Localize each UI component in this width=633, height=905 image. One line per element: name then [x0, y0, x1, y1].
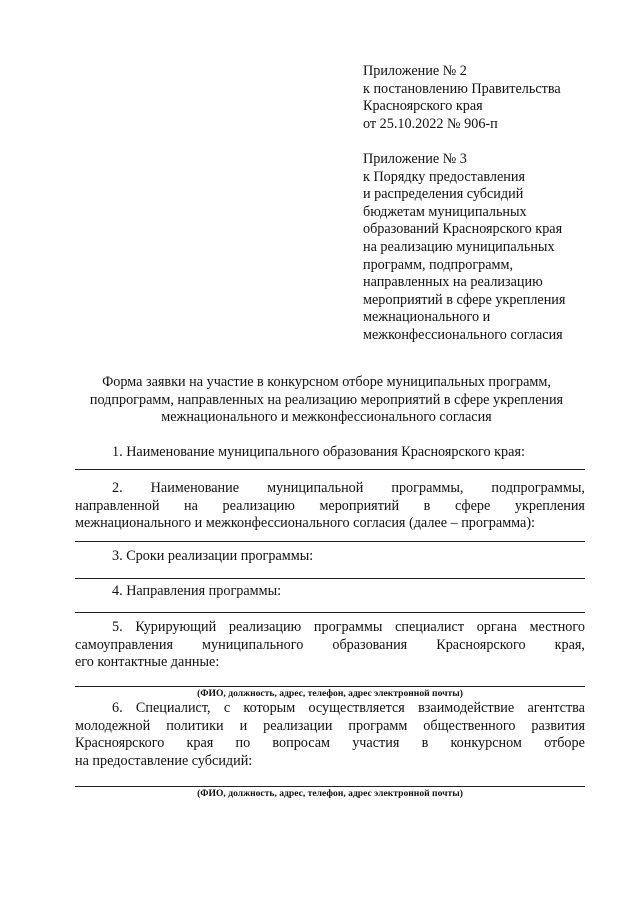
word: программы — [313, 619, 383, 635]
word: вопросам — [272, 735, 330, 752]
item-5-fill-line[interactable] — [75, 686, 585, 687]
form-title-line: межнационального и межконфессионального согласия — [161, 409, 492, 426]
word: молодежной — [75, 717, 151, 734]
item-2-fill-line[interactable] — [75, 541, 585, 542]
word: Курирующий — [135, 619, 217, 635]
word: Специалист, — [135, 700, 211, 716]
item-2-line-2 — [75, 498, 585, 516]
annex-line: межконфессионального согласия — [363, 326, 563, 343]
item-2-line-3: межнационального и межконфессионального согласия (далее – программа): — [75, 515, 536, 532]
annex-line: бюджетам муниципальных — [363, 203, 527, 220]
item-1-label — [75, 444, 585, 462]
annex-line: Приложение № 3 — [363, 151, 467, 167]
word: с — [223, 700, 231, 716]
annex-line: программ, подпрограмм, — [363, 256, 514, 273]
annex-header-2 — [363, 151, 565, 345]
word: подпрограммы, — [491, 480, 585, 496]
form-title-line: Форма заявки на участие в конкурсном отборе муниципальных программ, — [102, 374, 551, 390]
word: мероприятий — [319, 497, 400, 514]
word: взаимодействие — [418, 700, 515, 716]
form-title-line: подпрограмм, направленных на реализацию мероприятий в сфере укрепления — [89, 391, 564, 408]
word: политики — [166, 717, 224, 734]
item-5-line-1 — [75, 619, 585, 637]
item-2-line-1 — [75, 480, 585, 498]
word: специалист — [395, 619, 465, 635]
item-6-label — [75, 700, 585, 770]
annex-line: Красноярского края — [363, 98, 483, 115]
word: конкурсном — [450, 735, 522, 752]
item-4-label — [75, 583, 585, 601]
word: реализации — [263, 717, 333, 734]
word: 6. — [112, 700, 123, 716]
word: программы, — [391, 480, 464, 496]
item-4-fill-line[interactable] — [75, 612, 585, 613]
item-6-line-4: на предоставление субсидий: — [75, 752, 253, 769]
word: по — [235, 735, 251, 752]
word: 5. — [112, 619, 123, 635]
annex-line: мероприятий в сфере укрепления — [363, 291, 566, 308]
word: общественного — [423, 717, 516, 734]
item-4-text: 4. Направления программы: — [112, 583, 282, 599]
word: самоуправления — [75, 636, 173, 653]
annex-header-1 — [363, 63, 561, 133]
word: реализацию — [222, 497, 295, 514]
item-5-caption: (ФИО, должность, адрес, телефон, адрес электронной почты) — [197, 688, 463, 699]
word: местного — [529, 619, 585, 635]
item-3-label — [75, 548, 585, 566]
annex-line: на реализацию муниципальных — [363, 238, 555, 255]
item-6-line-3 — [75, 735, 585, 753]
annex-line: и распределения субсидий — [363, 186, 524, 203]
word: в — [423, 497, 431, 514]
word: в — [421, 735, 429, 752]
word: направленной — [75, 497, 160, 514]
item-3-text: 3. Сроки реализации программы: — [112, 548, 314, 564]
annex-line: образований Красноярского края — [363, 221, 563, 238]
item-1-text: 1. Наименование муниципального образования Красноярского края: — [112, 444, 525, 460]
word: края — [186, 735, 214, 752]
item-6-caption: (ФИО, должность, адрес, телефон, адрес электронной почты) — [197, 788, 463, 799]
annex-line: межнационального и — [363, 309, 491, 326]
item-6-line-1 — [75, 700, 585, 718]
word: края, — [554, 636, 585, 653]
item-5-line-2 — [75, 637, 585, 655]
word: муниципального — [202, 636, 304, 653]
word: отборе — [544, 735, 585, 752]
word: агентства — [527, 700, 585, 716]
item-6-fill-line[interactable] — [75, 786, 585, 787]
word: сфере — [454, 497, 491, 514]
item-2-label — [75, 480, 585, 533]
word: и — [239, 717, 248, 734]
word: органа — [476, 619, 517, 635]
annex-line: Приложение № 2 — [363, 63, 467, 79]
form-title — [60, 374, 593, 427]
word: Наименование — [150, 480, 240, 496]
item-1-fill-line[interactable] — [75, 469, 585, 470]
word: Красноярского — [436, 636, 526, 653]
word: 2. — [112, 480, 123, 496]
annex-line: к Порядку предоставления — [363, 168, 525, 185]
word: участия — [352, 735, 400, 752]
word: Красноярского — [75, 735, 165, 752]
word: образования — [332, 636, 408, 653]
word: которым — [243, 700, 296, 716]
annex-line: от 25.10.2022 № 906-п — [363, 115, 498, 132]
word: осуществляется — [308, 700, 405, 716]
word: реализацию — [228, 619, 302, 635]
word: муниципальной — [267, 480, 364, 496]
word: на — [184, 497, 198, 514]
item-5-label — [75, 619, 585, 672]
annex-line: к постановлению Правительства — [363, 80, 561, 97]
item-6-line-2 — [75, 718, 585, 736]
word: программ — [348, 717, 408, 734]
item-3-fill-line[interactable] — [75, 578, 585, 579]
word: укрепления — [514, 497, 585, 514]
word: развития — [531, 717, 585, 734]
annex-line: направленных на реализацию — [363, 274, 543, 291]
item-5-line-3: его контактные данные: — [75, 654, 220, 671]
